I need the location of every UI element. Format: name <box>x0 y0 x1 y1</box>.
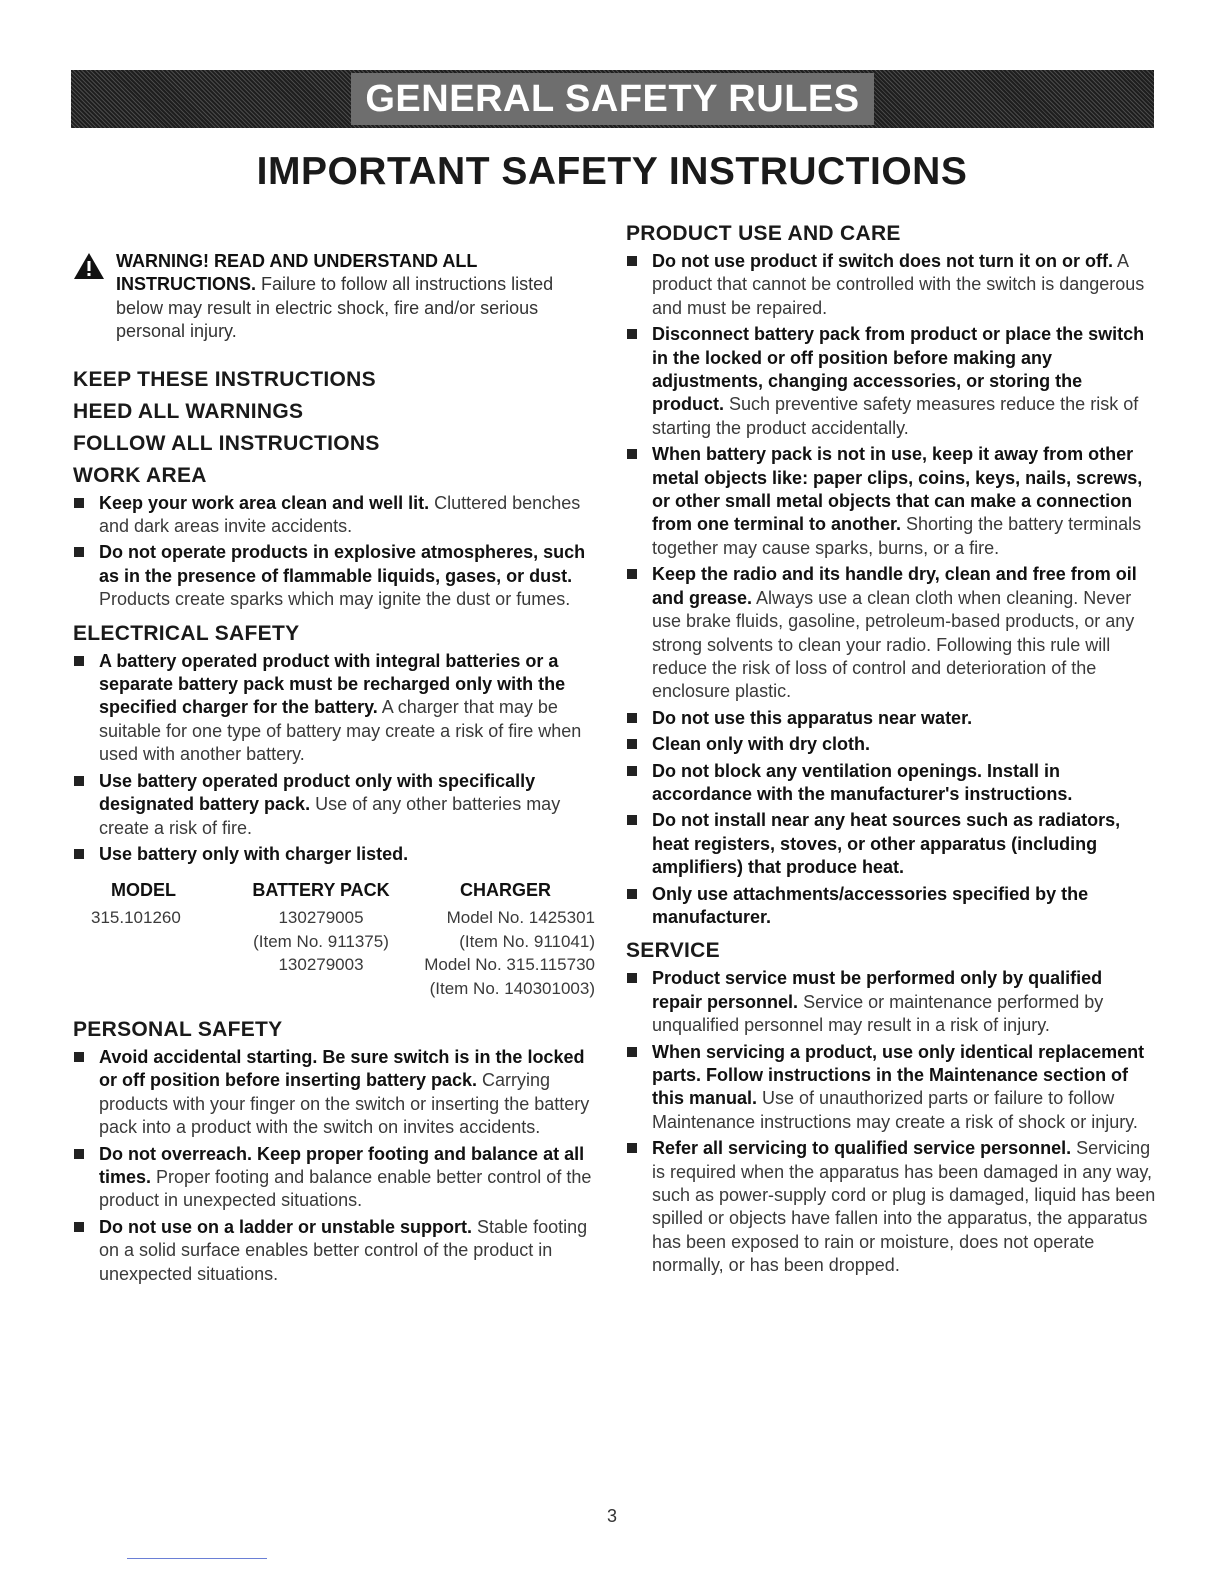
heading-electrical-safety: ELECTRICAL SAFETY <box>73 621 300 645</box>
list-item: Do not use product if switch does not turn it on or off. A product that cannot be controlled with the switch is dangerous and must be repaired. <box>626 250 1156 320</box>
bullet-icon <box>627 256 637 266</box>
list-item: When servicing a product, use only identical replacement parts. Follow instructions in the Maintenance section of this manual. Use of unauthorized parts or failure to follow Maintenance instructions may create a risk of shock or injury. <box>626 1041 1156 1135</box>
warning-text: WARNING! READ AND UNDERSTAND ALL INSTRUCTIONS. Failure to follow all instructions listed below may result in electric shock, fire and/or serious personal injury. <box>116 251 554 342</box>
list-item: Only use attachments/accessories specified by the manufacturer. <box>626 883 1156 930</box>
list-item: Use battery operated product only with specifically designated battery pack. Use of any other batteries may create a risk of fire. <box>73 770 595 840</box>
table-row <box>73 930 595 953</box>
list-item: Product service must be performed only by qualified repair personnel. Service or maintenance performed by unqualified personnel may result in a risk of injury. <box>626 967 1156 1037</box>
heading-follow-instructions: FOLLOW ALL INSTRUCTIONS <box>73 431 380 455</box>
bullet-icon <box>627 766 637 776</box>
bullet-icon <box>627 569 637 579</box>
right-column <box>626 220 1156 1281</box>
list-item: Do not overreach. Keep proper footing and balance at all times. Proper footing and balance enable better control of the product in unexpected situations. <box>73 1143 595 1213</box>
heading-service: SERVICE <box>626 939 720 963</box>
table-cell: 315.101260 <box>91 908 181 928</box>
table-cell <box>231 977 411 1000</box>
header-model: MODEL <box>111 879 176 900</box>
bullet-icon <box>627 1143 637 1153</box>
service-list <box>626 967 1156 1277</box>
table-cell: Model No. 315.115730 <box>424 955 595 975</box>
battery-charger-table <box>73 874 595 1000</box>
table-cell: 130279005 <box>278 908 364 928</box>
heading-keep-instructions: KEEP THESE INSTRUCTIONS <box>73 367 376 391</box>
table-cell <box>73 953 231 976</box>
bullet-icon <box>74 1149 84 1159</box>
bullet-icon <box>74 849 84 859</box>
page-title: IMPORTANT SAFETY INSTRUCTIONS <box>256 150 968 193</box>
list-item: Avoid accidental starting. Be sure switch is in the locked or off position before inserting battery pack. Carrying products with your finger on the switch or inserting the battery pack into a product with the switch on invites accidents. <box>73 1046 595 1140</box>
bullet-icon <box>627 889 637 899</box>
list-item: Use battery only with charger listed. <box>73 843 595 866</box>
list-item: Disconnect battery pack from product or place the switch in the locked or off position before making any adjustments, changing accessories, or storing the product. Such preventive safety measures reduce the risk of starting the product accidentally. <box>626 323 1156 440</box>
header-charger: CHARGER <box>459 879 551 900</box>
bullet-icon <box>627 973 637 983</box>
list-item: Do not operate products in explosive atmospheres, such as in the presence of flammable liquids, gases, or dust. Products create sparks which may ignite the dust or fumes. <box>73 541 595 611</box>
banner-title: GENERAL SAFETY RULES <box>351 73 873 125</box>
table-cell: (Item No. 911041) <box>459 931 595 951</box>
list-item: Clean only with dry cloth. <box>626 733 1156 756</box>
table-cell: 130279003 <box>278 955 364 975</box>
heading-work-area: WORK AREA <box>73 463 207 487</box>
header-battery-pack: BATTERY PACK <box>252 879 390 900</box>
section-banner <box>71 70 1154 128</box>
list-item: Do not use on a ladder or unstable support. Stable footing on a solid surface enables better control of the product in unexpected situations. <box>73 1216 595 1286</box>
footer-rule <box>127 1558 267 1559</box>
bullet-icon <box>74 1052 84 1062</box>
product-use-list <box>626 250 1156 929</box>
work-area-list <box>73 492 595 612</box>
heading-heed-warnings: HEED ALL WARNINGS <box>73 399 304 423</box>
table-row <box>73 953 595 976</box>
bullet-icon <box>74 656 84 666</box>
bullet-icon <box>627 329 637 339</box>
table-cell: Model No. 1425301 <box>446 908 595 928</box>
heading-personal-safety: PERSONAL SAFETY <box>73 1017 283 1041</box>
bullet-icon <box>74 1222 84 1232</box>
table-cell: (Item No. 911375) <box>253 931 389 951</box>
list-item: Do not use this apparatus near water. <box>626 707 1156 730</box>
table-cell <box>73 930 231 953</box>
bullet-icon <box>74 547 84 557</box>
list-item: Refer all servicing to qualified service personnel. Servicing is required when the apparatus has been damaged in any way, such as power-supply cord or plug is damaged, liquid has been spilled or objects have fallen into the apparatus, the apparatus has been exposed to rain or moisture, does not operate normally, or has been dropped. <box>626 1137 1156 1277</box>
table-header-row <box>73 874 595 906</box>
page-number: 3 <box>606 1506 617 1526</box>
bullet-icon <box>627 815 637 825</box>
table-cell <box>73 977 231 1000</box>
list-item: When battery pack is not in use, keep it away from other metal objects like: paper clips, coins, keys, nails, screws, or other small metal objects that can make a connection from one terminal to another. Shorting the battery terminals together may cause sparks, burns, or a fire. <box>626 443 1156 560</box>
electrical-safety-list <box>73 650 595 867</box>
list-item: A battery operated product with integral batteries or a separate battery pack must be recharged only with the specified charger for the battery. A charger that may be suitable for one type of battery may create a risk of fire when used with another battery. <box>73 650 595 767</box>
bullet-icon <box>74 776 84 786</box>
bullet-icon <box>74 498 84 508</box>
table-row <box>73 906 595 929</box>
table-row <box>73 977 595 1000</box>
list-item: Keep the radio and its handle dry, clean and free from oil and grease. Always use a clean cloth when cleaning. Never use brake fluids, gasoline, petroleum-based products, or any strong solvents to clean your radio. Following this rule will reduce the risk of loss of control and deterioration of the enclosure plastic. <box>626 563 1156 703</box>
list-item: Do not install near any heat sources such as radiators, heat registers, stoves, or other apparatus (including amplifiers) that produce heat. <box>626 809 1156 879</box>
heading-product-use-and-care: PRODUCT USE AND CARE <box>626 222 901 245</box>
warning-block <box>73 250 595 344</box>
list-item: Do not block any ventilation openings. Install in accordance with the manufacturer's instructions. <box>626 760 1156 807</box>
table-cell: (Item No. 140301003) <box>429 978 595 998</box>
list-item: Keep your work area clean and well lit. Cluttered benches and dark areas invite accidents. <box>73 492 595 539</box>
bullet-icon <box>627 713 637 723</box>
warning-triangle-icon <box>73 252 105 280</box>
left-column <box>73 220 595 1289</box>
bullet-icon <box>627 1047 637 1057</box>
bullet-icon <box>627 739 637 749</box>
personal-safety-list <box>73 1046 595 1286</box>
bullet-icon <box>627 449 637 459</box>
